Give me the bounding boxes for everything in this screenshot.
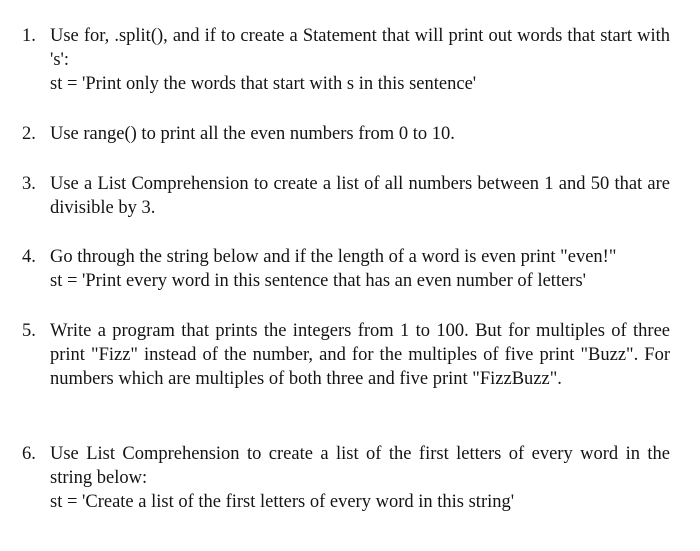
item-number: 1. bbox=[22, 26, 36, 46]
item-number: 4. bbox=[22, 247, 36, 267]
item-number: 3. bbox=[22, 174, 36, 194]
list-item-5 bbox=[22, 319, 670, 391]
item-code: st = 'Print only the words that start with s in this sentence' bbox=[50, 74, 477, 94]
item-text: Go through the string below and if the length of a word is even print "even!" bbox=[50, 247, 617, 267]
list-item-1 bbox=[22, 24, 670, 96]
item-text: Use List Comprehension to create a list of the first letters of every word in the string below: bbox=[50, 444, 670, 488]
item-number: 2. bbox=[22, 124, 36, 144]
list-item-2 bbox=[22, 122, 670, 146]
item-text: Use a List Comprehension to create a list of all numbers between 1 and 50 that are divisible by 3. bbox=[50, 174, 670, 218]
item-code: st = 'Print every word in this sentence that has an even number of letters' bbox=[50, 271, 586, 291]
item-text: Write a program that prints the integers from 1 to 100. But for multiples of three print "Fizz" instead of the number, and for the multiples of five print "Buzz". For numbers which are multiples of both three and five print "FizzBuzz". bbox=[50, 321, 670, 389]
list-item-6 bbox=[22, 442, 670, 514]
list-item-3 bbox=[22, 172, 670, 220]
list-item-4 bbox=[22, 245, 670, 293]
item-text: Use for, .split(), and if to create a Statement that will print out words that start with 's': bbox=[50, 26, 670, 70]
item-number: 6. bbox=[22, 444, 36, 464]
item-code: st = 'Create a list of the first letters of every word in this string' bbox=[50, 492, 515, 512]
item-number: 5. bbox=[22, 321, 36, 341]
item-text: Use range() to print all the even numbers from 0 to 10. bbox=[50, 124, 455, 144]
